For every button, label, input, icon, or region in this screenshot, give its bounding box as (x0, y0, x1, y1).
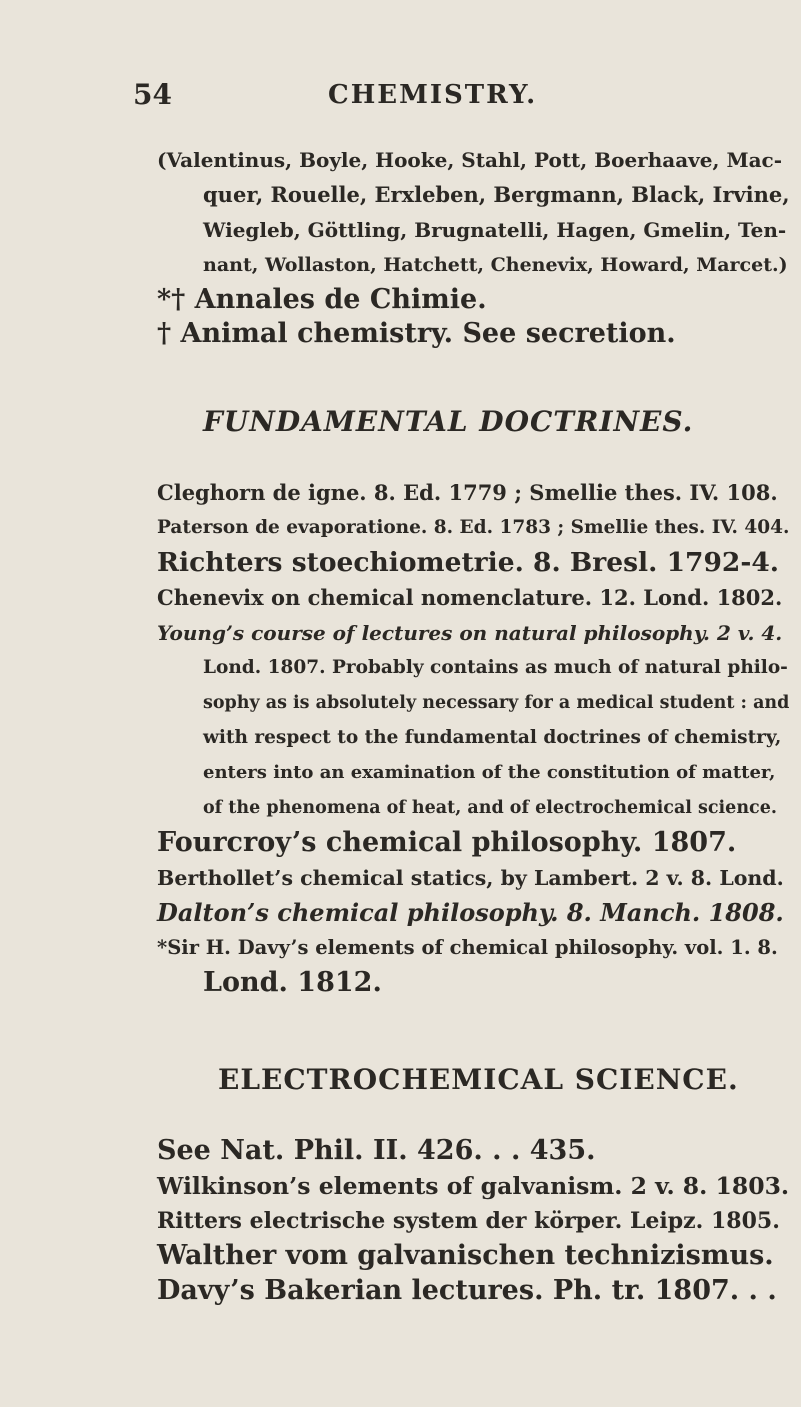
text-line: sophy as is absolutely necessary for a medical student : and (203, 693, 790, 713)
text-line: † Animal chemistry. See secretion. (157, 318, 676, 349)
text-line: Davy’s Bakerian lectures. Ph. tr. 1807. . . (157, 1275, 777, 1306)
text-line: Richters stoechiometrie. 8. Bresl. 1792-4. (157, 547, 779, 578)
text-line: Fourcroy’s chemical philosophy. 1807. (157, 827, 737, 858)
text-line: enters into an examination of the constitution of matter, (203, 762, 776, 783)
section-heading-electrochemical: ELECTROCHEMICAL SCIENCE. (218, 1063, 739, 1096)
running-title: CHEMISTRY. (328, 80, 538, 110)
text-line: See Nat. Phil. II. 426. . . 435. (157, 1135, 596, 1166)
text-line: (Valentinus, Boyle, Hooke, Stahl, Pott, Boerhaave, Mac- (157, 148, 783, 172)
text-line: Walther vom galvanischen technizismus. (157, 1240, 774, 1271)
text-line: Cleghorn de igne. 8. Ed. 1779 ; Smellie thes. IV. 108. (157, 480, 778, 505)
page-number: 54 (133, 78, 172, 111)
text-line: *† Annales de Chimie. (157, 284, 487, 315)
page-header (0, 78, 801, 118)
section-heading-fundamental: FUNDAMENTAL DOCTRINES. (203, 405, 694, 438)
text-line: quer, Rouelle, Erxleben, Bergmann, Black, Irvine, (203, 182, 790, 207)
text-line: Ritters electrische system der körper. Leipz. 1805. (157, 1208, 780, 1234)
text-line: Paterson de evaporatione. 8. Ed. 1783 ; Smellie thes. IV. 404. (157, 517, 790, 538)
text-line: with respect to the fundamental doctrines of chemistry, (203, 727, 782, 748)
text-line: Dalton’s chemical philosophy. 8. Manch. 1808. (157, 898, 784, 927)
text-line: nant, Wollaston, Hatchett, Chenevix, Howard, Marcet.) (203, 254, 788, 276)
text-line: Young’s course of lectures on natural philosophy. 2 v. 4. (157, 621, 783, 645)
text-line: Wilkinson’s elements of galvanism. 2 v. 8. 1803. (157, 1172, 790, 1200)
text-line: Chenevix on chemical nomenclature. 12. Lond. 1802. (157, 585, 783, 610)
text-line: of the phenomena of heat, and of electrochemical science. (203, 798, 777, 818)
text-line: Lond. 1807. Probably contains as much of natural philo- (203, 657, 788, 678)
text-line: Berthollet’s chemical statics, by Lambert. 2 v. 8. Lond. (157, 866, 784, 890)
text-line: *Sir H. Davy’s elements of chemical philosophy. vol. 1. 8. (157, 936, 778, 959)
text-line: Wiegleb, Göttling, Brugnatelli, Hagen, Gmelin, Ten- (203, 218, 787, 242)
text-line: Lond. 1812. (203, 967, 382, 998)
